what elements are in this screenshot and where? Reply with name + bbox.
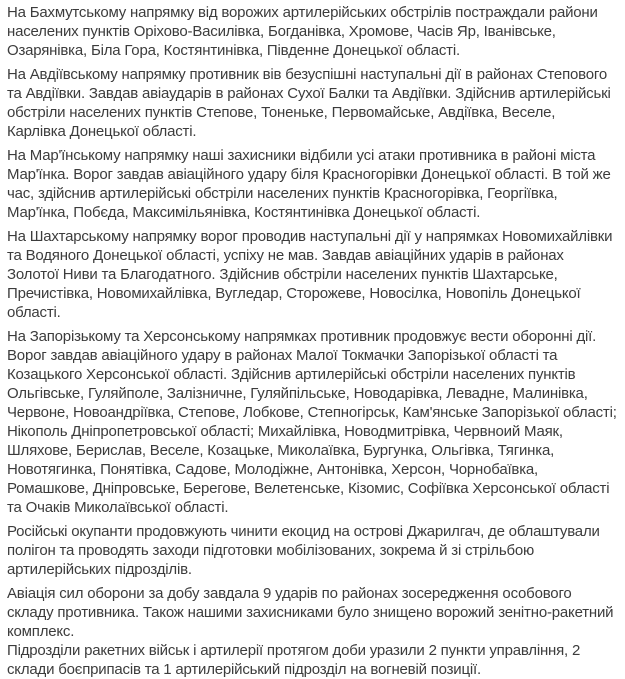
paragraph-shakhtarske-direction: На Шахтарському напрямку ворог проводив наступальні дії у напрямках Новомихайлівки та Водяного Донецької області, успіху не мав. Завдав авіаційних ударів в районах Золотої Ниви та Благодатного. Здійснив обстріли населених пунктів Шахтарське, Пречистівка, Новомихайлівка, Вугледар, Сторожеве, Новосілка, Новопіль Донецької області. — [7, 228, 613, 321]
paragraph-bakhmut-direction: На Бахмутському напрямку від ворожих артилерійських обстрілів постраждали райони населених пунктів Оріхово-Василівка, Богданівка, Хромове, Часів Яр, Іванівське, Озарянівка, Біла Гора, Костянтинівка, Південне Донецької області. — [7, 4, 598, 59]
paragraph-defense-aviation-strikes: Авіація сил оборони за добу завдала 9 ударів по районах зосередження особового складу противника. Також нашими захисниками було знищено ворожий зенітно-ракетний комплекс. — [7, 585, 614, 640]
paragraph-missile-artillery-units: Підрозділи ракетних військ і артилерії протягом доби уразили 2 пункти управління, 2 склади боєприпасів та 1 артилерійський підрозділ на вогневій позиції. — [7, 642, 581, 678]
paragraph-zaporizhzhia-kherson-directions: На Запорізькому та Херсонському напрямках противник продовжує вести оборонні дії. Ворог завдав авіаційного удару в районах Малої Токмачки Запорізької області та Козацького Херсонської області. Здійснив артилерійські обстріли населених пунктів Ольгівське, Гуляйполе, Залізничне, Гуляйпільське, Новодарівка, Левадне, Малинівка, Червоне, Новоандріївка, Степове, Лобкове, Степногірськ, Кам'янське Запорізької області; Нікополь Дніпропетровської області; Михайлівка, Новодмитрівка, Червноий Маяк, Шляхове, Берислав, Веселе, Козацьке, Миколаївка, Бургунка, Ольгівка, Тягинка, Новотягинка, Понятівка, Садове, Молодіжне, Антонівка, Херсон, Чорнобаївка, Ромашкове, Дніпровське, Берегове, Велетенське, Кізомис, Софіївка Херсонської області та Очаків Миколаївської області. — [7, 328, 617, 516]
paragraph-marinka-direction: На Мар'їнському напрямку наші захисники відбили усі атаки противника в районі міста Мар'їнка. Ворог завдав авіаційного удару біля Красногорівки Донецької області. В той же час, здійснив артилерійські обстріли населених пунктів Красногорівка, Георгіївка, Мар'їнка, Побєда, Максимільянівка, Костянтинівка Донецької області. — [7, 147, 611, 221]
paragraph-dzharylhach-ecocide: Російські окупанти продовжують чинити екоцид на острові Джарилгач, де облаштували полігон та проводять заходи підготовки мобілізованих, зокрема й зі стрільбою артилерійських підрозділів. — [7, 523, 600, 578]
paragraph-avdiivka-direction: На Авдіївському напрямку противник вів безуспішні наступальні дії в районах Степового та Авдіївки. Завдав авіаударів в районах Сухої Балки та Авдіївки. Здійснив артилерійські обстріли населених пунктів Степове, Тоненьке, Первомайське, Авдіївка, Веселе, Карлівка Донецької області. — [7, 66, 611, 140]
